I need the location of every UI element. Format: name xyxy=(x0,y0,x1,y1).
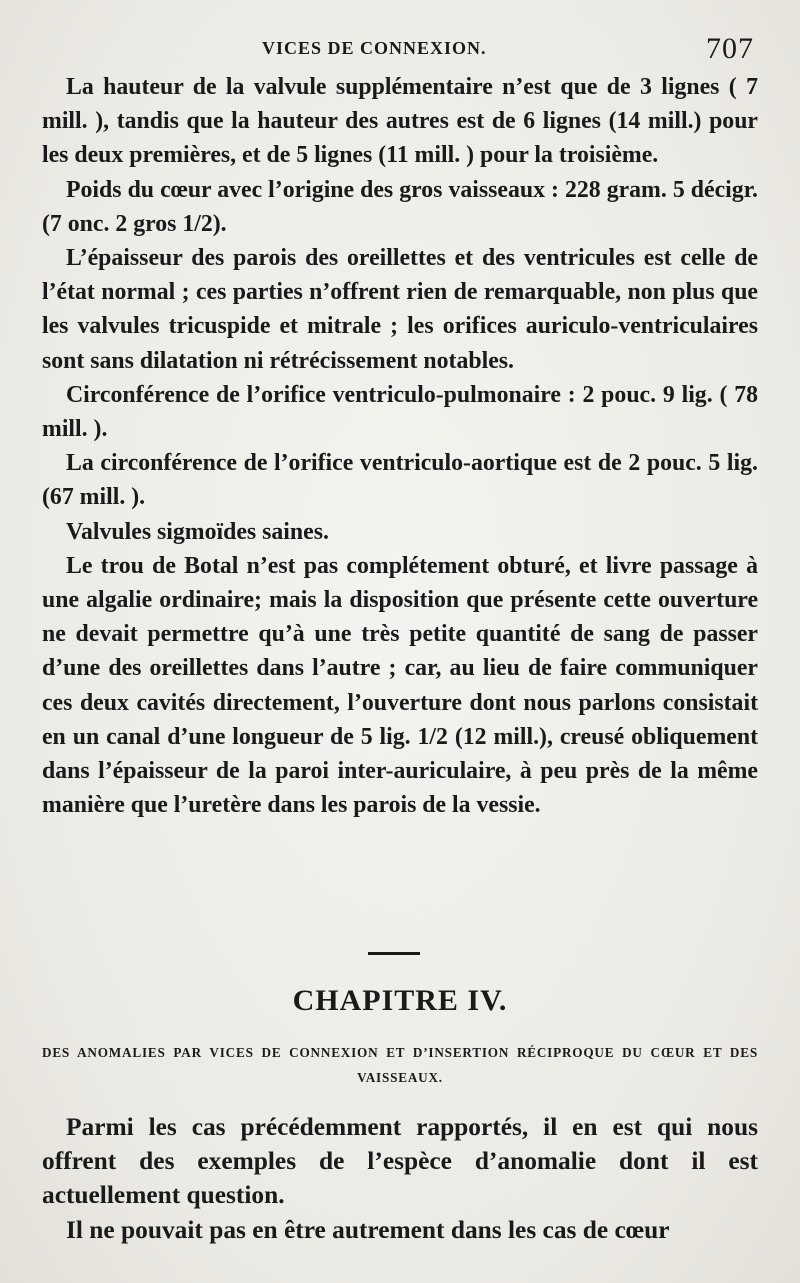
section-divider xyxy=(368,952,420,955)
paragraph: Poids du cœur avec l’origine des gros vaisseaux : 228 gram. 5 décigr. (7 onc. 2 gros 1/2). xyxy=(42,176,758,237)
running-head xyxy=(0,34,800,64)
paragraph: L’épaisseur des parois des oreillettes et des ventricules est celle de l’état normal ; ces parties n’offrent rien de remarquable, non plus que les valvules tricuspide et mitrale ; les orifices auriculo-ventriculaires sont sans dilatation ni rétrécissement notables. xyxy=(42,245,758,374)
paragraph: Le trou de Botal n’est pas complétement obturé, et livre passage à une algalie ordinaire; mais la disposition que présente cette ouverture ne devait permettre qu’à une très petite quantité de sang de passer d’une des oreillettes dans l’autre ; car, au lieu de faire communiquer ces deux cavités directement, l’ouverture dont nous parlons consistait en un canal d’une longueur de 5 lig. 1/2 (12 mill.), creusé obliquement dans l’épaisseur de la paroi inter-auriculaire, à peu près de la même manière que l’uretère dans les parois de la vessie. xyxy=(42,552,758,819)
chapter-subtitle: DES ANOMALIES PAR VICES DE CONNEXION ET D’INSERTION RÉCIPROQUE DU CŒUR ET DES VAISSEAUX. xyxy=(42,1045,758,1085)
main-text xyxy=(42,70,758,822)
chapter-title: CHAPITRE IV. xyxy=(292,984,508,1017)
paragraph: Il ne pouvait pas en être autrement dans les cas de cœur xyxy=(66,1215,670,1244)
page-number: 707 xyxy=(706,32,754,65)
paragraph: La hauteur de la valvule supplémentaire n’est que de 3 lignes ( 7 mill. ), tandis que la hauteur des autres est de 6 lignes (14 mill.) pour les deux premières, et de 5 lignes (11 mill. ) pour la troisième. xyxy=(42,74,758,169)
chapter-text xyxy=(42,1110,758,1247)
paragraph: La circonférence de l’orifice ventriculo-aortique est de 2 pouc. 5 lig. (67 mill. ). xyxy=(42,450,758,511)
running-title: VICES DE CONNEXION. xyxy=(262,38,487,58)
paragraph: Circonférence de l’orifice ventriculo-pulmonaire : 2 pouc. 9 lig. ( 78 mill. ). xyxy=(42,381,758,443)
paragraph: Valvules sigmoïdes saines. xyxy=(66,518,329,545)
paragraph: Parmi les cas précédemment rapportés, il en est qui nous offrent des exemples de l’espèce d’anomalie dont il est actuellement question. xyxy=(42,1113,758,1210)
